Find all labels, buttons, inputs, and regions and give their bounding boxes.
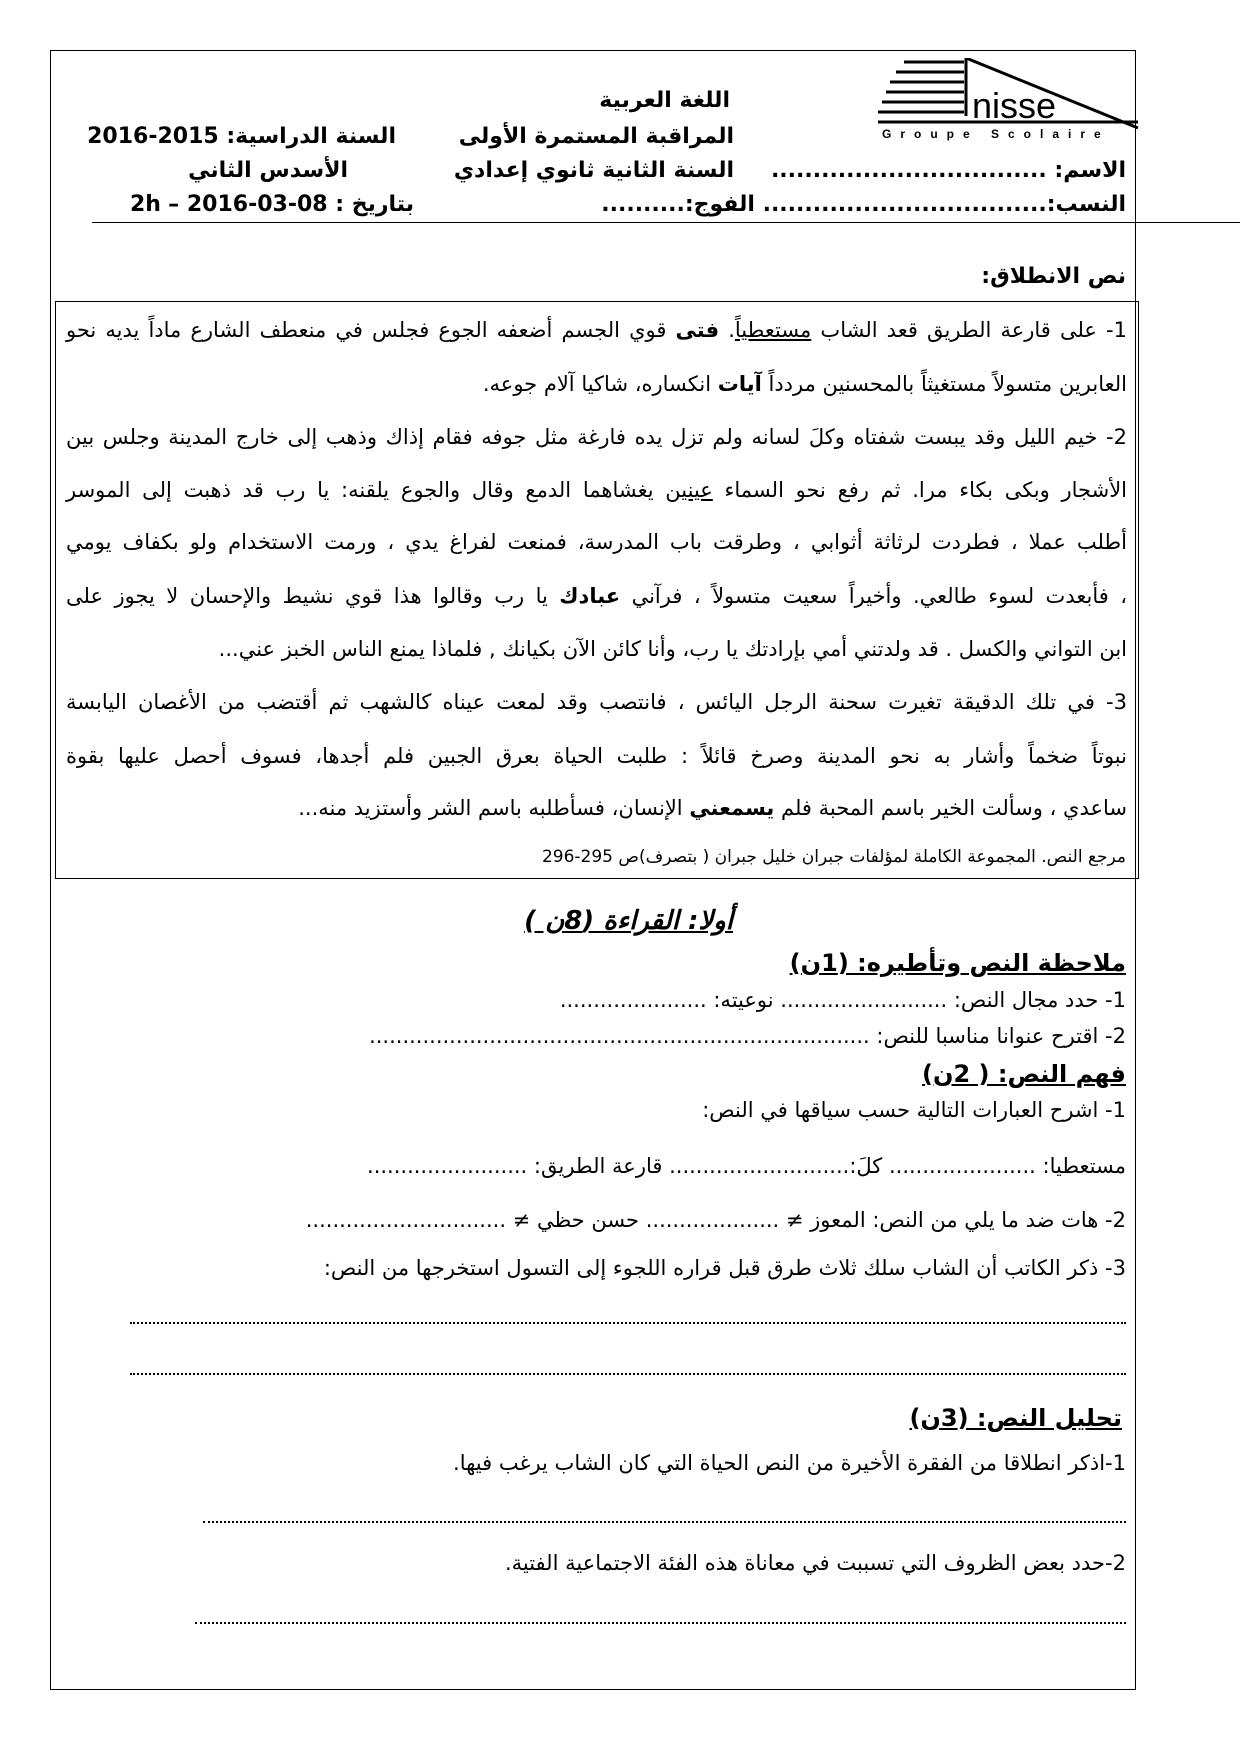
analysis-q1: 1-اذكر انطلاقا من الفقرة الأخيرة من النص الحياة التي كان الشاب يرغب فيها.	[453, 1451, 1126, 1475]
level-title: السنة الثانية ثانوي إعدادي	[453, 158, 734, 183]
passage-segment: يغشاهما الدمع وقال والجوع يلقنه: يا رب قد ذهبت إلى الموسر	[66, 478, 666, 502]
header-rule	[92, 222, 1240, 223]
passage-line	[66, 425, 1127, 449]
passage-segment: انكساره، شاكيا آلام جوعه.	[482, 372, 718, 396]
passage-segment: العابرين متسولاً مستغيثاً بالمحسنين مردداً	[761, 372, 1127, 396]
passage-segment: نبوتاً ضخماً وأشار به نحو المدينة وصرخ قائلاً : طلبت الحياة بعرق الجبين فلم أجدها، فسوف أحصل عليها بقوة	[66, 744, 1127, 768]
passage-line	[66, 584, 1127, 608]
passage-heading: نص الانطلاق:	[981, 264, 1126, 289]
subject-title: اللغة العربية	[599, 88, 730, 113]
passage-segment: الإنسان، فسأطلبه باسم الشر وأستزيد منه...	[298, 796, 690, 820]
exam-title: المراقبة المستمرة الأولى	[458, 124, 734, 149]
passage-line	[66, 318, 1127, 342]
passage-segment: 1- على قارعة الطريق قعد الشاب	[811, 318, 1128, 342]
comprehension-q1: 1- اشرح العبارات التالية حسب سياقها في النص:	[702, 1098, 1126, 1122]
observation-q1: 1- حدد مجال النص: ......................... نوعيته: ......................	[559, 988, 1126, 1012]
passage-reference: مرجع النص. المجموعة الكاملة لمؤلفات جبران خليل جبران ( بتصرف)ص 295-296	[541, 847, 1126, 867]
comprehension-q2: 2- هات ضد ما يلي من النص: المعوز ≠ .................... حسن حظي ≠ ..............................	[305, 1208, 1126, 1232]
answer-line[interactable]	[130, 1373, 1126, 1375]
answer-line[interactable]	[203, 1521, 1126, 1523]
passage-keyword: عبادك	[559, 584, 621, 608]
student-name-field[interactable]: الاسم: .................................	[770, 158, 1126, 183]
passage-segment: أطلب عملا ، فطردت لرثاثة أثوابي ، وطرقت باب المدرسة، فمنعت لفراغ يدي ، ورمت الاستخدام ولو بكفاف يومي	[66, 530, 1127, 554]
passage-line	[66, 690, 1127, 714]
semester: الأسدس الثاني	[188, 158, 348, 183]
reading-title: أولا: القراءة (8ن )	[524, 906, 733, 936]
passage-line	[298, 796, 1127, 820]
passage-line	[66, 478, 1127, 502]
passage-segment: 3- في تلك الدقيقة تغيرت سحنة الرجل اليائس ، فانتصب وقد لمعت عيناه كالشهب ثم أقتضب من الأغصان اليابسة	[66, 690, 1127, 714]
passage-segment: يا رب وقالوا هذا قوي نشيط والإحسان لا يجوز على	[66, 584, 560, 608]
observation-title: ملاحظة النص وتأطيره: (1ن)	[789, 949, 1126, 977]
comprehension-title: فهم النص: ( 2ن)	[922, 1060, 1126, 1088]
comprehension-q1-items: مستعطيا: ...................... كلَ:........................... قارعة الطريق: ........................	[367, 1154, 1126, 1178]
exam-date: بتاريخ : 08-03-2016 –	[168, 192, 414, 217]
passage-line	[219, 637, 1127, 661]
answer-line[interactable]	[130, 1322, 1126, 1324]
exam-duration: 2h	[130, 192, 161, 217]
nisse-logo	[876, 58, 1144, 144]
student-family-field[interactable]: النسب:.................................. الفوج:..........	[601, 192, 1126, 217]
passage-segment: ابن التواني والكسل . قد ولدتني أمي بإرادتك يا رب، وأنا كائن الآن بكيانك , فلماذا يمنع الناس الخبز عني...	[218, 637, 1127, 661]
observation-q2: 2- اقترح عنوانا مناسبا للنص: ...........................................................................	[369, 1024, 1126, 1048]
passage-segment: قوي الجسم أضعفه الجوع فجلس في منعطف الشارع ماداً يديه نحو	[66, 318, 676, 342]
comprehension-q3: 3- ذكر الكاتب أن الشاب سلك ثلاث طرق قبل قراره اللجوء إلى التسول استخرجها من النص:	[323, 1256, 1126, 1280]
passage-underlined-word: مستعطياً	[734, 318, 812, 342]
passage-segment: ساعدي ، وسألت الخير باسم المحبة فلم	[774, 796, 1127, 820]
passage-segment: 2- خيم الليل وقد يبست شفتاه وكلَ لسانه ولم تزل يده فارغة مثل جوفه فقام إذاك وذهب إلى خارج المدينة وجلس بين	[66, 425, 1127, 449]
passage-line	[66, 530, 1127, 554]
analysis-q2: 2-حدد بعض الظروف التي تسببت في معاناة هذه الفئة الاجتماعية الفتية.	[504, 1551, 1126, 1575]
analysis-title: تحليل النص: (3ن)	[909, 1404, 1122, 1432]
school-year: السنة الدراسية: 2015-2016	[87, 124, 396, 149]
svg-text:Groupe Scolaire: Groupe Scolaire	[882, 127, 1110, 141]
answer-line[interactable]	[195, 1622, 1126, 1624]
svg-text:nisse: nisse	[972, 85, 1057, 126]
passage-keyword: يسمعني	[689, 796, 775, 820]
passage-line	[483, 372, 1127, 396]
passage-keyword: فتى	[675, 318, 720, 342]
passage-segment: الأشجار وبكى بكاء مرا. ثم رفع نحو السماء	[712, 478, 1128, 502]
passage-segment: .	[719, 318, 735, 342]
passage-underlined-word: عينين	[665, 478, 713, 502]
passage-keyword: آيات	[717, 372, 762, 396]
passage-segment: ، فأبعدت لسوء طالعي. وأخيراً سعيت متسولاً ، فرآني	[620, 584, 1127, 608]
passage-line	[66, 744, 1127, 768]
